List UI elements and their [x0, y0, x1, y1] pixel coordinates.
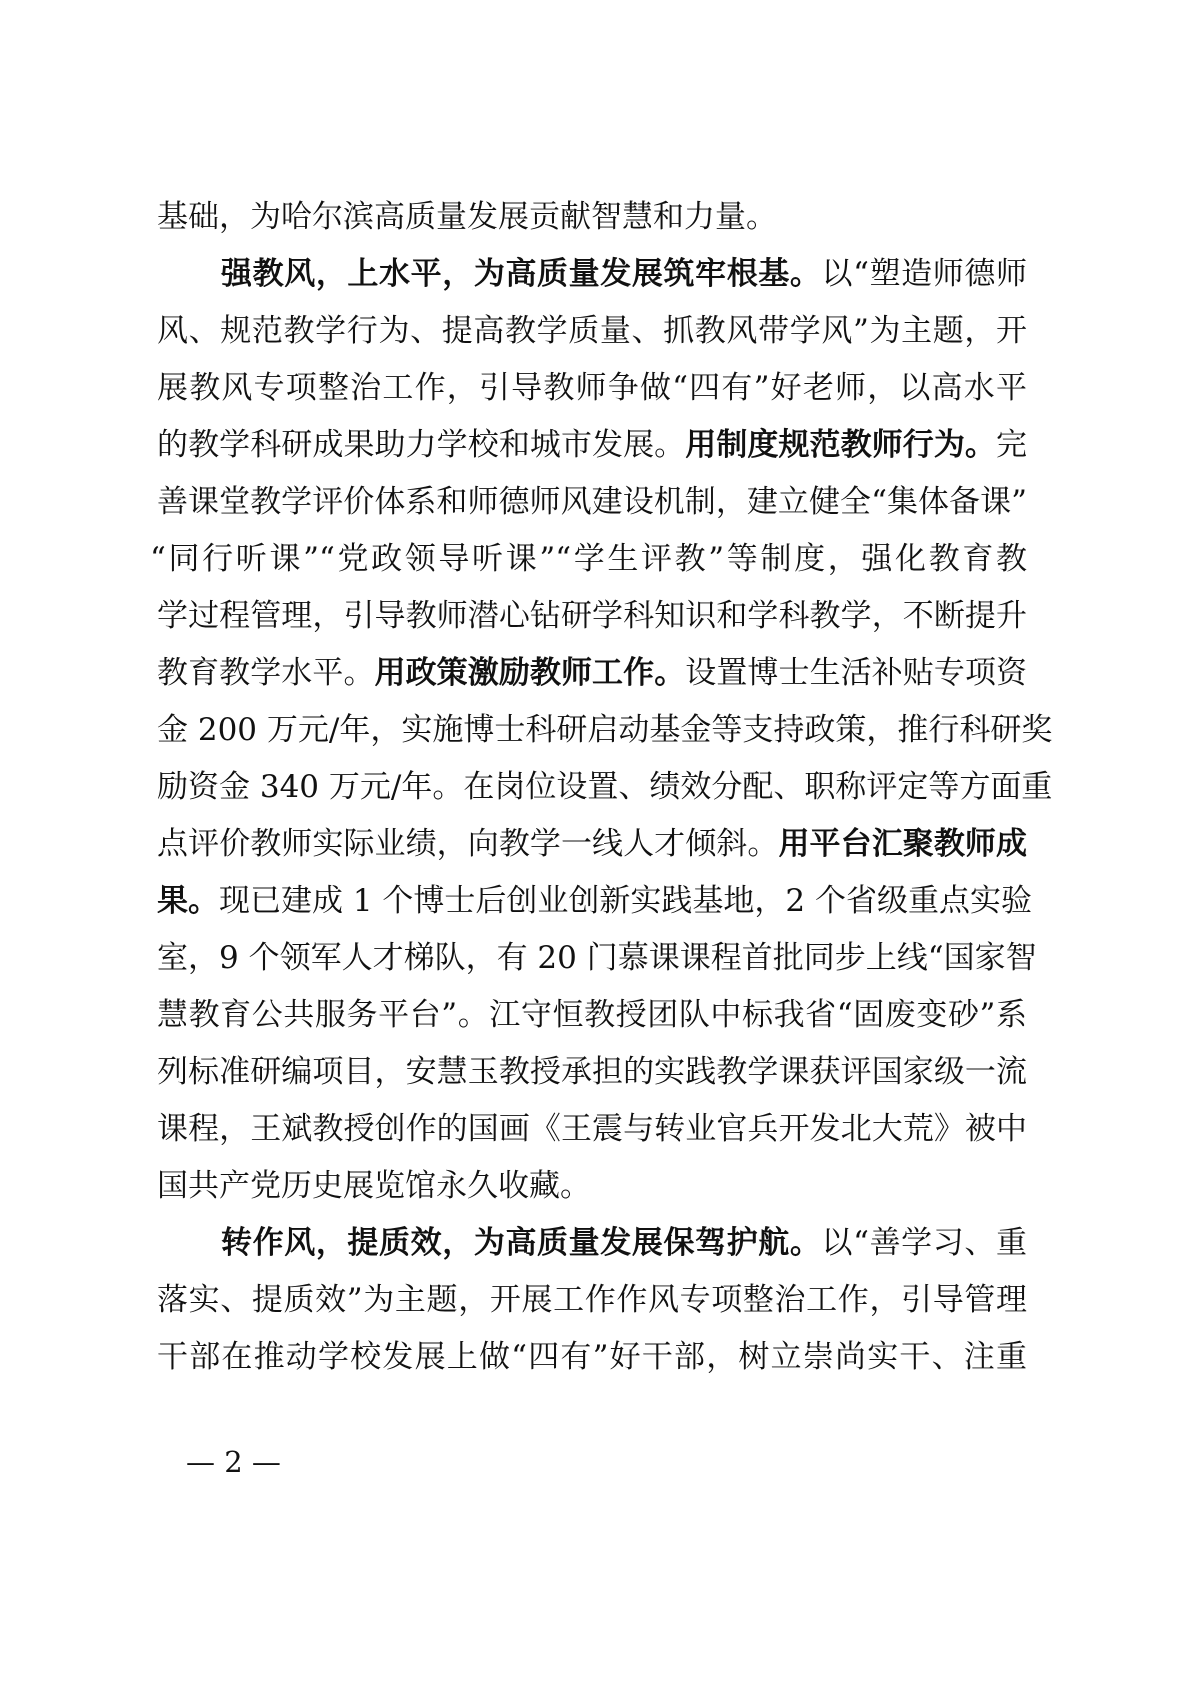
body-text-span: 善课堂教学评价体系和师德师风建设机制，建立健全“集体备课”	[157, 484, 1027, 520]
paragraph-line	[150, 529, 1027, 589]
body-text-span: 学过程管理，引导教师潜心钻研学科知识和学科教学，不断提升	[157, 598, 1027, 634]
body-text-span: 励资金 340 万元/年。在岗位设置、绩效分配、职称评定等方面重	[157, 769, 1053, 805]
body-text-span: 国共产党历史展览馆永久收藏。	[157, 1168, 591, 1204]
paragraph-line	[157, 187, 1027, 247]
paragraph-line	[157, 1327, 1027, 1387]
paragraph-line	[221, 1213, 1027, 1273]
body-text-span: 展教风专项整治工作，引导教师争做“四有”好老师，以高水平	[157, 370, 1027, 406]
paragraph-line	[157, 700, 1053, 760]
body-text-span: 完	[996, 427, 1028, 463]
paragraph-line	[157, 1270, 1027, 1330]
body-text-span: 的教学科研成果助力学校和城市发展。	[157, 427, 686, 463]
bold-heading-text: 强教风，上水平，为高质量发展筑牢根基。	[221, 256, 822, 292]
bold-heading-text: 用政策激励教师工作。	[374, 655, 686, 691]
paragraph-line	[157, 928, 1037, 988]
paragraph-line	[221, 244, 1027, 304]
body-text-span: 现已建成 1 个博士后创业创新实践基地，2 个省级重点实验	[219, 883, 1033, 919]
body-text-span: 干部在推动学校发展上做“四有”好干部，树立崇尚实干、注重	[157, 1339, 1027, 1375]
body-text-span: 基础，为哈尔滨高质量发展贡献智慧和力量。	[157, 199, 777, 235]
bold-heading-text: 果。	[157, 883, 219, 919]
bold-heading-text: 用平台汇聚教师成	[778, 826, 1028, 862]
body-text-span: 室，9 个领军人才梯队，有 20 门慕课课程首批同步上线“国家智	[157, 940, 1037, 976]
body-text-span: 设置博士生活补贴专项资	[685, 655, 1028, 691]
bold-heading-text: 转作风，提质效，为高质量发展保驾护航。	[221, 1225, 822, 1261]
paragraph-line	[157, 1042, 1027, 1102]
paragraph-line	[157, 358, 1027, 418]
body-text-span: 列标准研编项目，安慧玉教授承担的实践教学课获评国家级一流	[157, 1054, 1027, 1090]
body-text-span: 课程，王斌教授创作的国画《王震与转业官兵开发北大荒》被中	[157, 1111, 1027, 1147]
paragraph-line	[157, 586, 1027, 646]
body-text-span: 慧教育公共服务平台”。江守恒教授团队中标我省“固废变砂”系	[157, 997, 1027, 1033]
body-text-span: 金 200 万元/年，实施博士科研启动基金等支持政策，推行科研奖	[157, 712, 1053, 748]
body-text-span: 以“塑造师德师	[821, 256, 1027, 292]
paragraph-line	[157, 814, 1027, 874]
body-text-span: 点评价教师实际业绩，向教学一线人才倾斜。	[157, 826, 779, 862]
page-number: — 2 —	[186, 1445, 281, 1479]
paragraph-line	[157, 757, 1053, 817]
paragraph-line	[157, 301, 1027, 361]
body-text-span: 风、规范教学行为、提高教学质量、抓教风带学风”为主题，开	[157, 313, 1027, 349]
paragraph-line	[157, 643, 1027, 703]
body-text-span: 落实、提质效”为主题，开展工作作风专项整治工作，引导管理	[157, 1282, 1027, 1318]
body-text-span: 教育教学水平。	[157, 655, 375, 691]
paragraph-line	[157, 985, 1027, 1045]
paragraph-line	[157, 871, 1033, 931]
body-text-span: 以“善学习、重	[821, 1225, 1027, 1261]
paragraph-line	[157, 1156, 1027, 1216]
body-text-span: “同行听课”“党政领导听课”“学生评教”等制度，强化教育教	[150, 541, 1027, 577]
paragraph-line	[157, 472, 1027, 532]
bold-heading-text: 用制度规范教师行为。	[685, 427, 997, 463]
paragraph-line	[157, 415, 1027, 475]
paragraph-line	[157, 1099, 1027, 1159]
